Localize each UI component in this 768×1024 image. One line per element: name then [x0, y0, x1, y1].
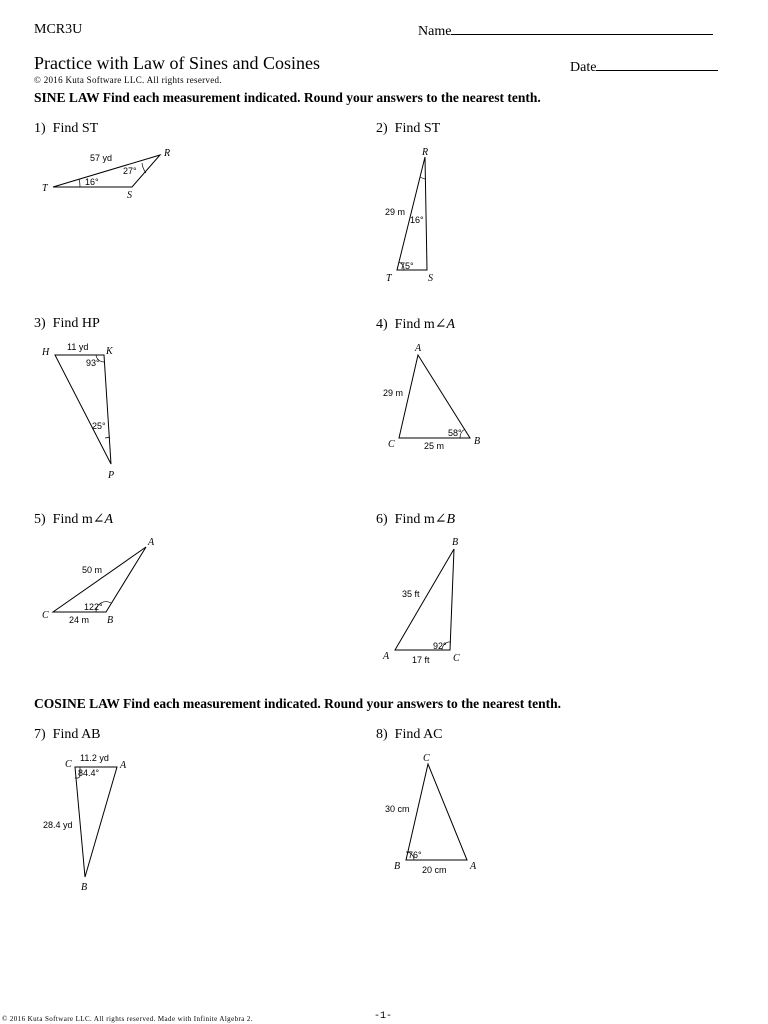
problem-6-prompt: 6) Find m∠B	[376, 512, 456, 527]
triangle-8	[385, 753, 477, 875]
tri4-side2-label: 25 m	[424, 441, 445, 451]
tri8-side2-label: 20 cm	[422, 865, 447, 875]
tri8-vertex-c: C	[423, 753, 430, 764]
tri4-vertex-a: A	[415, 343, 422, 354]
tri7-vertex-b: B	[81, 882, 88, 893]
tri6-vertex-a: A	[383, 651, 390, 662]
tri7-angle-c: 84.4°	[78, 768, 100, 778]
tri2-angle-t: 75°	[400, 261, 414, 271]
problem-3-prompt: 3) Find HP	[34, 316, 100, 331]
problem-1-prompt: 1) Find ST	[34, 121, 99, 136]
footer-copyright: © 2016 Kuta Software LLC. All rights reserved. Made with Infinite Algebra 2.	[2, 1015, 253, 1023]
tri8-vertex-a: A	[470, 861, 477, 872]
cosine-law-heading: COSINE LAW Find each measurement indicated. Round your answers to the nearest tenth.	[34, 696, 562, 711]
tri5-vertex-b: B	[107, 615, 114, 626]
tri8-side1-label: 30 cm	[385, 804, 410, 814]
tri5-vertex-c: C	[42, 610, 49, 621]
tri1-side-label: 57 yd	[90, 153, 113, 163]
problem-5-prompt: 5) Find m∠A	[34, 512, 114, 527]
problem-4-prompt: 4) Find m∠A	[376, 317, 456, 332]
tri4-side1-label: 29 m	[383, 388, 404, 398]
date-label: Date	[570, 60, 597, 75]
tri5-side1-label: 50 m	[82, 565, 103, 575]
tri1-vertex-t: T	[42, 183, 48, 194]
page-title: Practice with Law of Sines and Cosines	[34, 53, 320, 73]
tri8-vertex-b: B	[394, 861, 401, 872]
triangle-7	[43, 753, 127, 893]
tri4-vertex-c: C	[388, 439, 395, 450]
tri4-angle-b: 58°	[448, 428, 462, 438]
tri7-side2-label: 28.4 yd	[43, 820, 73, 830]
tri7-vertex-c: C	[65, 759, 72, 770]
tri3-side-label: 11 yd	[67, 342, 89, 352]
tri3-angle-k: 93°	[86, 358, 100, 368]
tri3-vertex-k: K	[106, 346, 113, 357]
tri3-vertex-h: H	[42, 347, 50, 358]
tri5-vertex-a: A	[148, 537, 155, 548]
problem-2-prompt: 2) Find ST	[376, 121, 441, 136]
tri2-vertex-s: S	[428, 273, 433, 284]
tri2-vertex-r: R	[422, 147, 429, 158]
tri2-vertex-t: T	[386, 273, 392, 284]
triangle-1	[42, 148, 170, 201]
triangle-2	[385, 147, 433, 284]
tri7-side1-label: 11.2 yd	[80, 753, 109, 763]
course-code: MCR3U	[34, 22, 83, 37]
triangle-3	[41, 342, 114, 481]
tri5-angle-b: 122°	[84, 602, 103, 612]
page-number: -1-	[374, 1011, 393, 1022]
tri6-side2-label: 17 ft	[412, 655, 430, 665]
tri6-vertex-c: C	[453, 653, 460, 664]
tri3-vertex-p: P	[108, 470, 115, 481]
sine-law-heading: SINE LAW Find each measurement indicated. Round your answers to the nearest tenth.	[34, 90, 541, 105]
problem-7-prompt: 7) Find AB	[34, 727, 101, 742]
copyright-notice: © 2016 Kuta Software LLC. All rights reserved.	[34, 75, 222, 85]
tri2-angle-r: 16°	[410, 215, 424, 225]
tri6-angle-c: 92°	[433, 641, 447, 651]
tri1-angle-t: 16°	[85, 177, 99, 187]
tri1-vertex-r: R	[164, 148, 171, 159]
tri6-side1-label: 35 ft	[402, 589, 420, 599]
triangle-5	[42, 537, 155, 626]
problem-8-prompt: 8) Find AC	[376, 727, 443, 742]
tri2-side-label: 29 m	[385, 207, 406, 217]
tri1-vertex-s: S	[127, 190, 132, 201]
tri3-angle-p: 25°	[92, 421, 106, 431]
tri8-angle-b: 76°	[408, 850, 422, 860]
name-label: Name	[418, 24, 452, 39]
triangle-6	[382, 537, 460, 665]
triangle-4	[383, 343, 480, 451]
tri1-angle-r: 27°	[123, 166, 137, 176]
tri5-side2-label: 24 m	[69, 615, 90, 625]
tri4-vertex-b: B	[474, 436, 481, 447]
tri6-vertex-b: B	[452, 537, 459, 548]
tri7-vertex-a: A	[120, 760, 127, 771]
